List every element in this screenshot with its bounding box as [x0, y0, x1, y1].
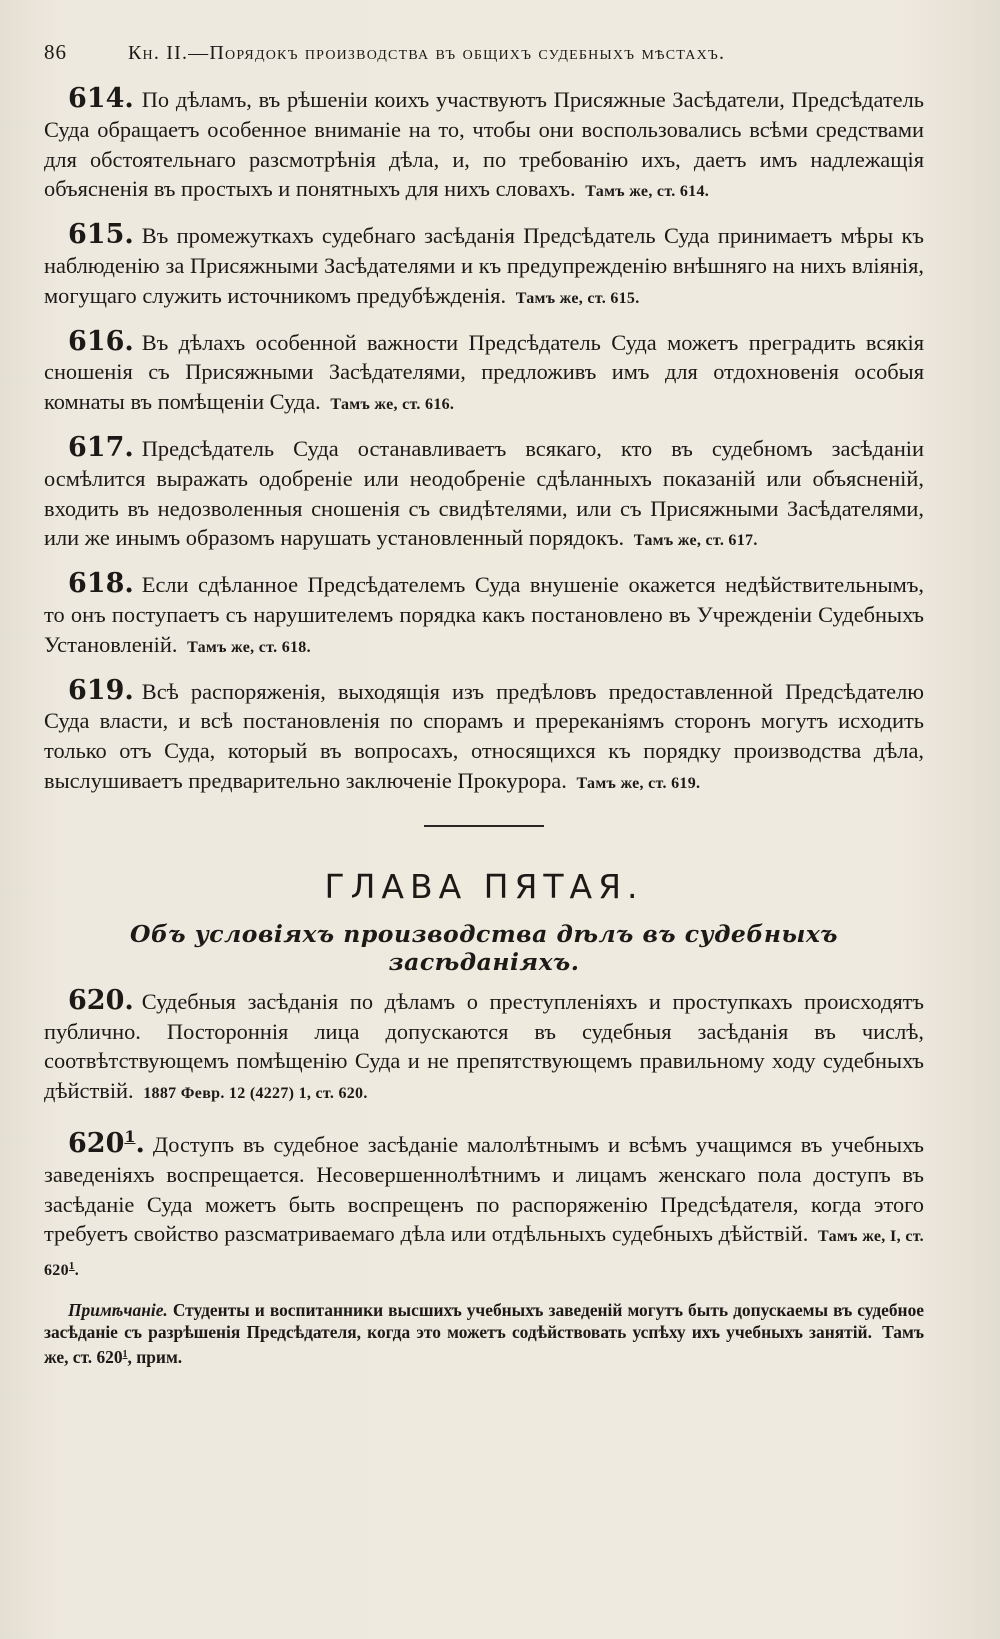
- article-620: [44, 986, 924, 1109]
- page-number: 86: [44, 40, 67, 64]
- article-number-superscript: 1: [124, 1126, 136, 1146]
- article-number: 620.: [68, 984, 134, 1016]
- article-number: 617.: [68, 431, 134, 463]
- running-title: Кн. II.—Порядокъ производства въ общихъ судебныхъ мѣстахъ.: [128, 42, 726, 64]
- note-source: Тамъ же, ст. $620^1$, прим.: [44, 1322, 924, 1367]
- article-text: Доступъ въ судебное засѣданіе малолѣтнымъ и всѣмъ учащимся въ учебныхъ заведеніяхъ воспрещается. Несовершеннолѣтнимъ и лицамъ женскаго пола доступъ въ засѣданіе Суда можетъ быть воспрещенъ по распоряженію Предсѣдателя, когда этого требуетъ свойство разсматриваемаго дѣла или отдѣльныхъ судебныхъ дѣйствій.: [44, 1131, 924, 1247]
- article-source: Тамъ же, ст. 614.: [585, 183, 710, 201]
- article-source: Тамъ же, ст. 615.: [515, 289, 640, 307]
- page-header: [44, 40, 924, 84]
- article-text: Предсѣдатель Суда останавливаетъ всякаго, кто въ судебномъ засѣданіи осмѣлится выражать одобреніе или неодобреніе сдѣланныхъ показаній или объясненій, входить въ недозволенныя сношенія съ свидѣтелями, или съ Присяжными Засѣдателями, или же инымъ образомъ нарушать установленный порядокъ.: [44, 435, 924, 551]
- article-number: $620^1$.: [68, 1126, 145, 1159]
- note-paragraph: [44, 1299, 924, 1369]
- note-text: Студенты и воспитанники высшихъ учебныхъ заведеній могутъ быть допускаемы въ судебное засѣданіе съ разрѣшенія Предсѣдателя, когда это можетъ содѣйствовать успѣху ихъ учебныхъ занятій.: [44, 1299, 924, 1343]
- article-617: [44, 433, 924, 556]
- article-number: 619.: [68, 674, 134, 706]
- article-text: Судебныя засѣданія по дѣламъ о преступленіяхъ и проступкахъ происходятъ публично. Постороннія лица допускаются въ судебныя засѣданія въ числѣ, соотвѣтствующемъ помѣщенію Суда и не препятствующемъ правильному ходу судебныхъ дѣйствій.: [44, 988, 924, 1104]
- article-614: [44, 84, 924, 207]
- article-source: Тамъ же, ст. 618.: [187, 638, 311, 656]
- article-620-1: [44, 1122, 924, 1286]
- article-616: [44, 327, 924, 420]
- article-text: Въ промежуткахъ судебнаго засѣданія Предсѣдатель Суда принимаетъ мѣры къ наблюденію за Присяжными Засѣдателями и къ предупрежденію внѣшняго на нихъ вліянія, могущаго служить источникомъ предубѣжденія.: [44, 223, 924, 308]
- article-source: 1887 Февр. 12 (4227) 1, ст. 620.: [143, 1085, 368, 1103]
- chapter-subtitle: Объ условіяхъ производства дѣлъ въ судебныхъ засѣданіяхъ.: [130, 919, 838, 976]
- article-source: Тамъ же, ст. 616.: [330, 396, 455, 414]
- article-text: Если сдѣланное Предсѣдателемъ Суда внушеніе окажется недѣйствительнымъ, то онъ поступаетъ съ нарушителемъ порядка какъ постановлено въ Учрежденіи Судебныхъ Установленій.: [44, 572, 924, 657]
- article-source: Тамъ же, ст. 619.: [576, 774, 701, 792]
- article-618: [44, 569, 924, 662]
- article-text: По дѣламъ, въ рѣшеніи коихъ участвуютъ Присяжные Засѣдатели, Предсѣдатель Суда обращаетъ особенное вниманіе на то, чтобы они воспользовались всѣми средствами для обстоятельнаго разсмотрѣнія дѣла, и, по требованію ихъ, даетъ имъ надлежащія объясненія въ простыхъ и понятныхъ для нихъ словахъ.: [44, 87, 924, 202]
- article-source: Тамъ же, I, ст. $620^1$.: [44, 1228, 924, 1280]
- article-619: [44, 676, 924, 799]
- article-text: Въ дѣлахъ особенной важности Предсѣдатель Суда можетъ преградить всякія сношенія съ Присяжными Засѣдателями, предложивъ имъ для отдохновенія особыя комнаты въ помѣщеніи Суда.: [44, 329, 924, 415]
- article-number: 618.: [68, 568, 134, 600]
- articles-section: [44, 84, 924, 799]
- article-text: Всѣ распоряженія, выходящія изъ предѣловъ предоставленной Предсѣдателю Суда власти, и всѣ постановленія по спорамъ и пререканіямъ сторонъ могутъ исходить только отъ Суда, который въ вопросахъ, относящихся къ порядку производства дѣла, выслушиваетъ предварительно заключеніе Прокурора.: [44, 678, 924, 793]
- article-number: 616.: [68, 325, 134, 357]
- note-label: Примѣчаніе.: [68, 1299, 168, 1320]
- article-number: 615.: [68, 219, 134, 251]
- page-content: [44, 40, 924, 1368]
- chapter-title: ГЛАВА ПЯТАЯ.: [324, 866, 644, 906]
- article-source: Тамъ же, ст. 617.: [633, 532, 758, 550]
- article-615: [44, 220, 924, 313]
- article-number: 614.: [68, 83, 134, 114]
- section-divider: [424, 825, 544, 827]
